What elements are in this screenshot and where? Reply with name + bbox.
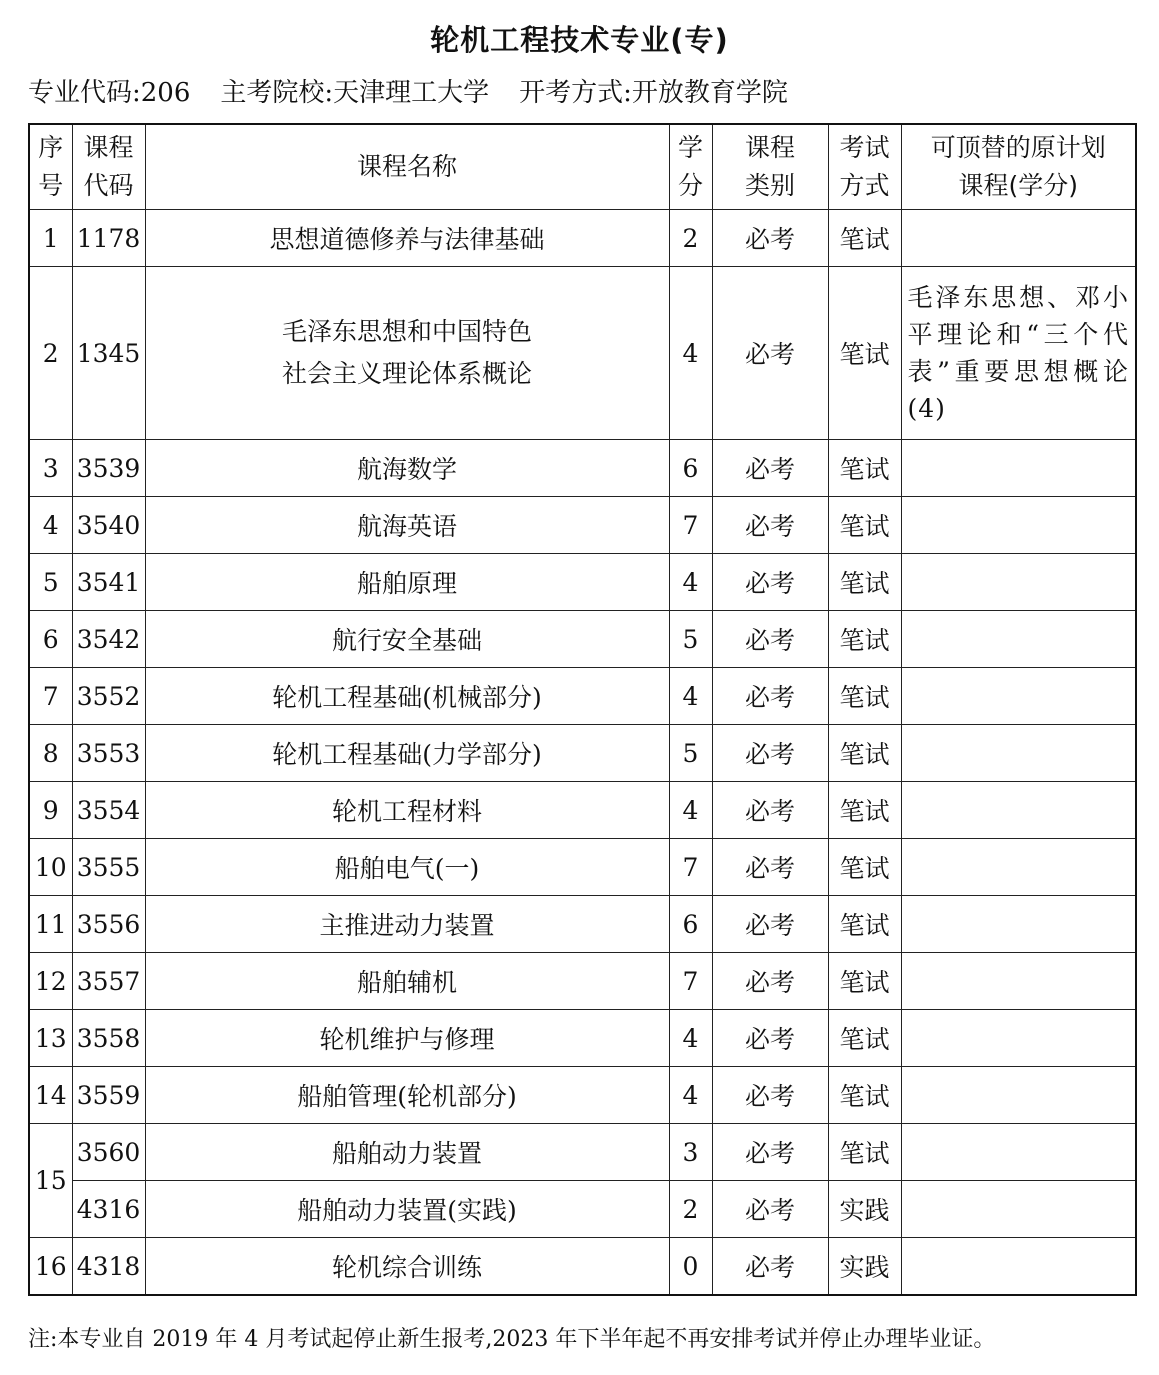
name-cell: 船舶管理(轮机部分) [145,1067,669,1124]
category-cell: 必考 [712,611,828,668]
header-credit: 学 分 [669,124,712,210]
replace-cell [901,497,1136,554]
category-cell: 必考 [712,896,828,953]
code-cell: 1345 [72,267,145,440]
code-cell: 3555 [72,839,145,896]
exam-cell: 笔试 [828,1067,901,1124]
seq-cell: 10 [29,839,72,896]
credit-cell: 0 [669,1238,712,1296]
category-cell: 必考 [712,668,828,725]
category-cell: 必考 [712,782,828,839]
code-cell: 3542 [72,611,145,668]
credit-cell: 2 [669,1181,712,1238]
header-replace: 可顶替的原计划 课程(学分) [901,124,1136,210]
code-cell: 3556 [72,896,145,953]
category-cell: 必考 [712,554,828,611]
exam-cell: 笔试 [828,839,901,896]
table-row [29,497,1136,554]
exam-mode: 开考方式:开放教育学院 [519,78,788,108]
table-row [29,554,1136,611]
seq-cell: 2 [29,267,72,440]
seq-cell: 7 [29,668,72,725]
seq-cell: 14 [29,1067,72,1124]
seq-cell: 8 [29,725,72,782]
code-cell: 3558 [72,1010,145,1067]
credit-cell: 5 [669,725,712,782]
credit-cell: 4 [669,554,712,611]
header-exam: 考试 方式 [828,124,901,210]
table-row [29,782,1136,839]
category-cell: 必考 [712,210,828,267]
table-row [29,839,1136,896]
seq-cell: 15 [29,1124,72,1238]
name-cell: 思想道德修养与法律基础 [145,210,669,267]
replace-cell [901,839,1136,896]
table-row [29,668,1136,725]
name-cell: 船舶动力装置(实践) [145,1181,669,1238]
name-cell: 轮机工程基础(力学部分) [145,725,669,782]
exam-school: 主考院校:天津理工大学 [220,78,490,108]
name-cell: 船舶辅机 [145,953,669,1010]
code-cell: 3560 [72,1124,145,1181]
credit-cell: 6 [669,896,712,953]
code-cell: 3552 [72,668,145,725]
replace-cell [901,1010,1136,1067]
category-cell: 必考 [712,1181,828,1238]
seq-cell: 13 [29,1010,72,1067]
category-cell: 必考 [712,1238,828,1296]
code-cell: 3540 [72,497,145,554]
category-cell: 必考 [712,1010,828,1067]
credit-cell: 7 [669,953,712,1010]
table-row [29,1010,1136,1067]
code-cell: 3539 [72,440,145,497]
table-row [29,1181,1136,1238]
exam-cell: 笔试 [828,210,901,267]
replace-cell: 毛泽东思想、邓小平理论和“三个代表”重要思想概论(4) [901,267,1136,440]
replace-cell [901,440,1136,497]
name-cell: 船舶电气(一) [145,839,669,896]
table-row [29,210,1136,267]
header-code: 课程 代码 [72,124,145,210]
exam-cell: 笔试 [828,725,901,782]
name-cell: 航海英语 [145,497,669,554]
name-cell: 船舶原理 [145,554,669,611]
code-cell: 3554 [72,782,145,839]
seq-cell: 3 [29,440,72,497]
table-row [29,1067,1136,1124]
header-seq: 序 号 [29,124,72,210]
code-cell: 1178 [72,210,145,267]
seq-cell: 4 [29,497,72,554]
exam-cell: 笔试 [828,896,901,953]
table-row [29,896,1136,953]
category-cell: 必考 [712,1067,828,1124]
credit-cell: 6 [669,440,712,497]
name-cell: 航海数学 [145,440,669,497]
seq-cell: 9 [29,782,72,839]
replace-cell [901,1067,1136,1124]
code-cell: 3559 [72,1067,145,1124]
replace-cell [901,953,1136,1010]
credit-cell: 5 [669,611,712,668]
exam-cell: 笔试 [828,668,901,725]
name-cell: 轮机工程材料 [145,782,669,839]
category-cell: 必考 [712,953,828,1010]
exam-cell: 笔试 [828,1124,901,1181]
table-row [29,953,1136,1010]
exam-cell: 笔试 [828,611,901,668]
exam-cell: 笔试 [828,782,901,839]
header-row [29,124,1136,210]
code-cell: 4318 [72,1238,145,1296]
table-row [29,440,1136,497]
credit-cell: 7 [669,839,712,896]
code-cell: 3541 [72,554,145,611]
credit-cell: 4 [669,267,712,440]
name-cell: 轮机综合训练 [145,1238,669,1296]
replace-cell [901,554,1136,611]
replace-cell [901,1238,1136,1296]
credit-cell: 3 [669,1124,712,1181]
seq-cell: 16 [29,1238,72,1296]
course-table [28,123,1137,1296]
seq-cell: 6 [29,611,72,668]
exam-cell: 实践 [828,1238,901,1296]
table-row [29,1124,1136,1181]
name-cell: 毛泽东思想和中国特色 社会主义理论体系概论 [145,267,669,440]
exam-cell: 笔试 [828,554,901,611]
replace-cell [901,896,1136,953]
table-row [29,267,1136,440]
seq-cell: 11 [29,896,72,953]
name-cell: 主推进动力装置 [145,896,669,953]
page-title: 轮机工程技术专业(专) [430,23,729,57]
replace-cell [901,725,1136,782]
replace-cell [901,1181,1136,1238]
credit-cell: 7 [669,497,712,554]
category-cell: 必考 [712,267,828,440]
name-cell: 船舶动力装置 [145,1124,669,1181]
credit-cell: 4 [669,782,712,839]
replace-cell [901,210,1136,267]
seq-cell: 12 [29,953,72,1010]
code-cell: 3557 [72,953,145,1010]
footnote: 注:本专业自 2019 年 4 月考试起停止新生报考,2023 年下半年起不再安排考试并停止办理毕业证。 [28,1327,996,1352]
exam-cell: 笔试 [828,267,901,440]
exam-cell: 实践 [828,1181,901,1238]
seq-cell: 1 [29,210,72,267]
credit-cell: 2 [669,210,712,267]
category-cell: 必考 [712,1124,828,1181]
credit-cell: 4 [669,1010,712,1067]
exam-cell: 笔试 [828,953,901,1010]
table-row [29,611,1136,668]
exam-cell: 笔试 [828,1010,901,1067]
category-cell: 必考 [712,497,828,554]
name-cell: 轮机维护与修理 [145,1010,669,1067]
name-cell: 轮机工程基础(机械部分) [145,668,669,725]
category-cell: 必考 [712,839,828,896]
code-cell: 3553 [72,725,145,782]
major-code: 专业代码:206 [28,78,191,108]
header-name: 课程名称 [145,124,669,210]
seq-cell: 5 [29,554,72,611]
exam-cell: 笔试 [828,440,901,497]
table-row [29,1238,1136,1296]
name-cell: 航行安全基础 [145,611,669,668]
replace-cell [901,782,1136,839]
replace-cell [901,668,1136,725]
credit-cell: 4 [669,1067,712,1124]
header-category: 课程 类别 [712,124,828,210]
major-info [28,72,788,109]
credit-cell: 4 [669,668,712,725]
replace-cell [901,611,1136,668]
category-cell: 必考 [712,725,828,782]
table-row [29,725,1136,782]
code-cell: 4316 [72,1181,145,1238]
replace-cell [901,1124,1136,1181]
exam-cell: 笔试 [828,497,901,554]
category-cell: 必考 [712,440,828,497]
